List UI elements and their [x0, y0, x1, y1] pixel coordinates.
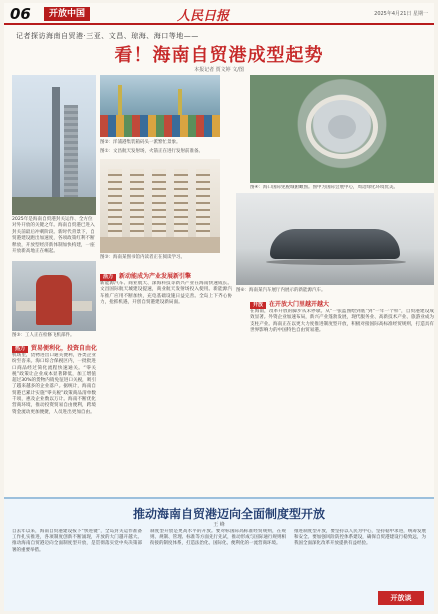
commentary-title: 推动海南自贸港迈向全面制度型开放 — [132, 507, 325, 521]
article-column: 机场里，货物进出口通关便利，各类企业纷至沓来。海口综合保税区内，一批批进口商品经过简化流程快速通关。“零关税”政策让企业成本显著降低，加工增值超过30%的货物内销免征进口关税，吸引了越来越多的企业落户。据统计，海南自贸港已累计实施“零关税”政策商品清单数千项，惠及企业数以万计。海南不断优化营商环境，推动投资贸易自由便利，跨境资金流动更加便捷，人员进出更加自由。 — [12, 353, 96, 415]
commentary-column: 自去年以来，海南自贸港建设按下“快进键”，全岛封关运作准备工作扎实推进，各项制度创新不断涌现，开放的大门越开越大。推动海南自贸港迈向全面制度型开放，是贯彻落实党中央决策部署的重要举措。 — [12, 529, 142, 553]
caption-library: 图③：海南某图书馆内读者正在阅读学习。 — [100, 255, 186, 260]
byline: 本报记者 贾文婷 文/图 — [194, 67, 244, 73]
paper-logo: 人民日报 — [177, 9, 230, 24]
photo-car-showroom — [236, 193, 434, 285]
caption-aerial: 图④：海口国际免税城俯瞰图。图中为国际会展中心，周边绿化环境优美。 — [250, 185, 399, 190]
photo-aerial-complex — [250, 75, 434, 183]
photo-rocket-launch — [12, 75, 96, 215]
headline: 看！海南自贸港成型起势 — [114, 45, 324, 66]
caption-port: 图②：洋浦港集装箱码头一派繁忙景象。 — [100, 140, 181, 145]
commentary-author: 王 峰 — [213, 522, 225, 528]
masthead — [4, 3, 434, 25]
section-heading: 热力 贸易便利化，投资自由化 — [12, 343, 97, 353]
commentary-column: 制度型开放是更高水平的开放。要对标国际高标准经贸规则，在规则、规制、管理、标准等方面先行先试，推动形成与国际通行规则相衔接的制度体系，打造法治化、国际化、便利化的一流营商环境。 — [150, 529, 286, 547]
caption-rocket: 图①：文昌航天发射场，火箭正在进行发射前准备。 — [100, 149, 204, 154]
section-label: 开放中国 — [44, 7, 90, 21]
intro-paragraph: 2025年是海南自贸港封关运作、全方位对外开放的关键之年。海南自贸港已进入封关前最后冲刺阶段。新时代背景下，自贸港建设跑出加速度，各项政策红利不断释放，开放型经济新体制加快构建，一座开放新高地正在崛起。 — [12, 217, 95, 255]
page-number: 06 — [10, 5, 31, 23]
section-heading: 活力 新动能成为产业发展新引擎 — [100, 271, 191, 281]
dateline: 2025年4月21日 星期一 — [374, 11, 428, 17]
article-column: 新能源汽车、商业航天、深海科技等新兴产业在海南快速成长。文昌国际航天城建设提速，商业航天发射场投入使用。新能源汽车推广应用不断加快，充电基础设施日益完善。全岛上下齐心协力，抢抓机遇，开创自贸港建设新局面。 — [100, 281, 232, 305]
kicker: 记者探访海南自贸港·三亚、文昌、琼海、海口等地—— — [16, 32, 199, 40]
commentary-badge: 开放谈 — [378, 591, 424, 605]
photo-container-port — [100, 75, 220, 137]
caption-car: 图⑥：海南某汽车展厅内展示的新能源汽车。 — [236, 288, 326, 293]
commentary-column: 推进制度型开放，要坚持以人民为中心，坚持稳中求进，统筹发展和安全。要加强风险防控体系建设，确保自贸港建设行稳致远，为我国全面深化改革开放提供有益经验。 — [294, 529, 426, 547]
photo-worker — [12, 261, 96, 331]
section-heading: 开放 在开放大门里越开越大 — [250, 299, 329, 309]
article-column: 在海南，改革开放的脚步从未停歇。从“一张蓝图绘到底”到“一年一个样”，自贸港建设成效显著。外资企业加速布局，新兴产业蓬勃发展，现代服务业、高新技术产业、旅游业成为支柱产业。海南正在以更大力度推进制度型开放，积极对接国际高标准经贸规则，打造具有世界影响力的中国特色自由贸易港。 — [250, 309, 434, 333]
caption-worker: 图⑤：工人正在检修飞机部件。 — [12, 333, 75, 338]
photo-library — [100, 159, 220, 253]
newspaper-page — [4, 3, 434, 611]
